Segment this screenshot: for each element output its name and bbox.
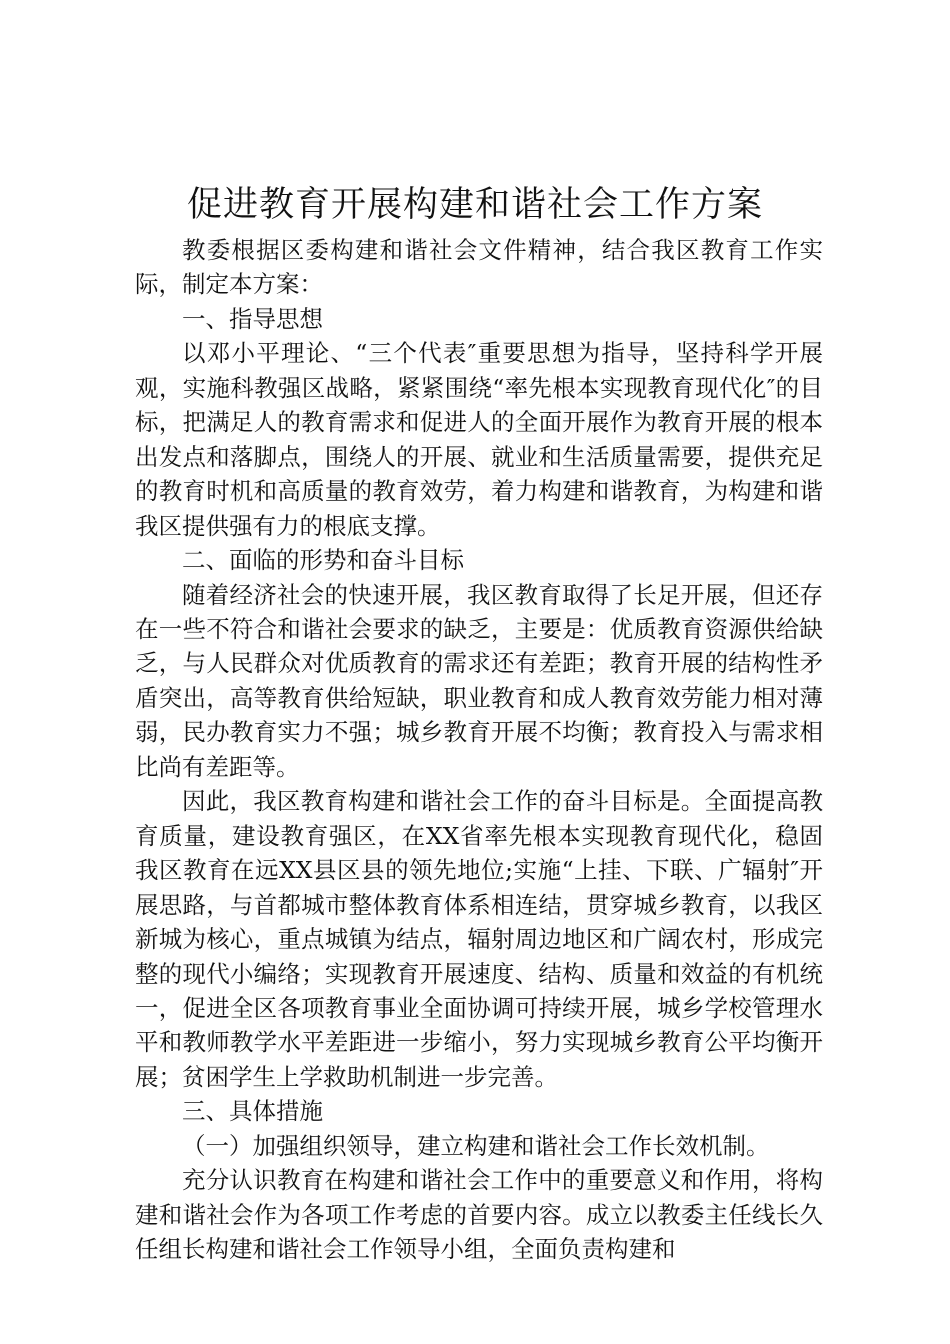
document-body [135, 233, 823, 1267]
goals-paragraph: 因此，我区教育构建和谐社会工作的奋斗目标是。全面提高教育质量，建设教育强区，在XX省率先根本实现教育现代化，稳固我区教育在远XX县区县的领先地位;实施“上挂、下联、广辐射″开展思路，与首都城市整体教育体系相连结，贯穿城乡教育，以我区新城为核心，重点城镇为结点，辐射周边地区和广阔农村，形成完整的现代小编络；实现教育开展速度、结构、质量和效益的有机统一，促进全区各项教育事业全面协调可持续开展，城乡学校管理水平和教师教学水平差距进一步缩小，努力实现城乡教育公平均衡开展；贫困学生上学救助机制进一步完善。 [135, 787, 823, 1091]
section-heading-guiding-thought: 一、指导思想 [182, 304, 323, 333]
document-title: 促进教育开展构建和谐社会工作方案 [186, 185, 763, 225]
section-heading-measures: 三、具体措施 [182, 1097, 323, 1126]
intro-paragraph: 教委根据区委构建和谐社会文件精神，结合我区教育工作实际，制定本方案： [135, 236, 823, 299]
organization-paragraph: 充分认识教育在构建和谐社会工作中的重要意义和作用，将构建和谐社会作为各项工作考虑的首要内容。成立以教委主任线长久任组长构建和谐社会工作领导小组，全面负责构建和 [135, 1166, 823, 1264]
section-heading-situation-goals: 二、面临的形势和奋斗目标 [182, 546, 464, 575]
guiding-thought-paragraph: 以邓小平理论、“三个代表″重要思想为指导，坚持科学开展观，实施科教强区战略，紧紧围绕“率先根本实现教育现代化″的目标，把满足人的教育需求和促进人的全面开展作为教育开展的根本出发点和落脚点，围绕人的开展、就业和生活质量需要，提供充足的教育时机和高质量的教育效劳，着力构建和谐教育，为构建和谐我区提供强有力的根底支撑。 [135, 339, 823, 540]
subsection-heading-organization: （一）加强组织领导，建立构建和谐社会工作长效机制。 [182, 1131, 770, 1160]
situation-paragraph: 随着经济社会的快速开展，我区教育取得了长足开展，但还存在一些不符合和谐社会要求的缺乏，主要是：优质教育资源供给缺乏，与人民群众对优质教育的需求还有差距；教育开展的结构性矛盾突出，高等教育供给短缺，职业教育和成人教育效劳能力相对薄弱，民办教育实力不强；城乡教育开展不均衡；教育投入与需求相比尚有差距等。 [135, 580, 823, 781]
